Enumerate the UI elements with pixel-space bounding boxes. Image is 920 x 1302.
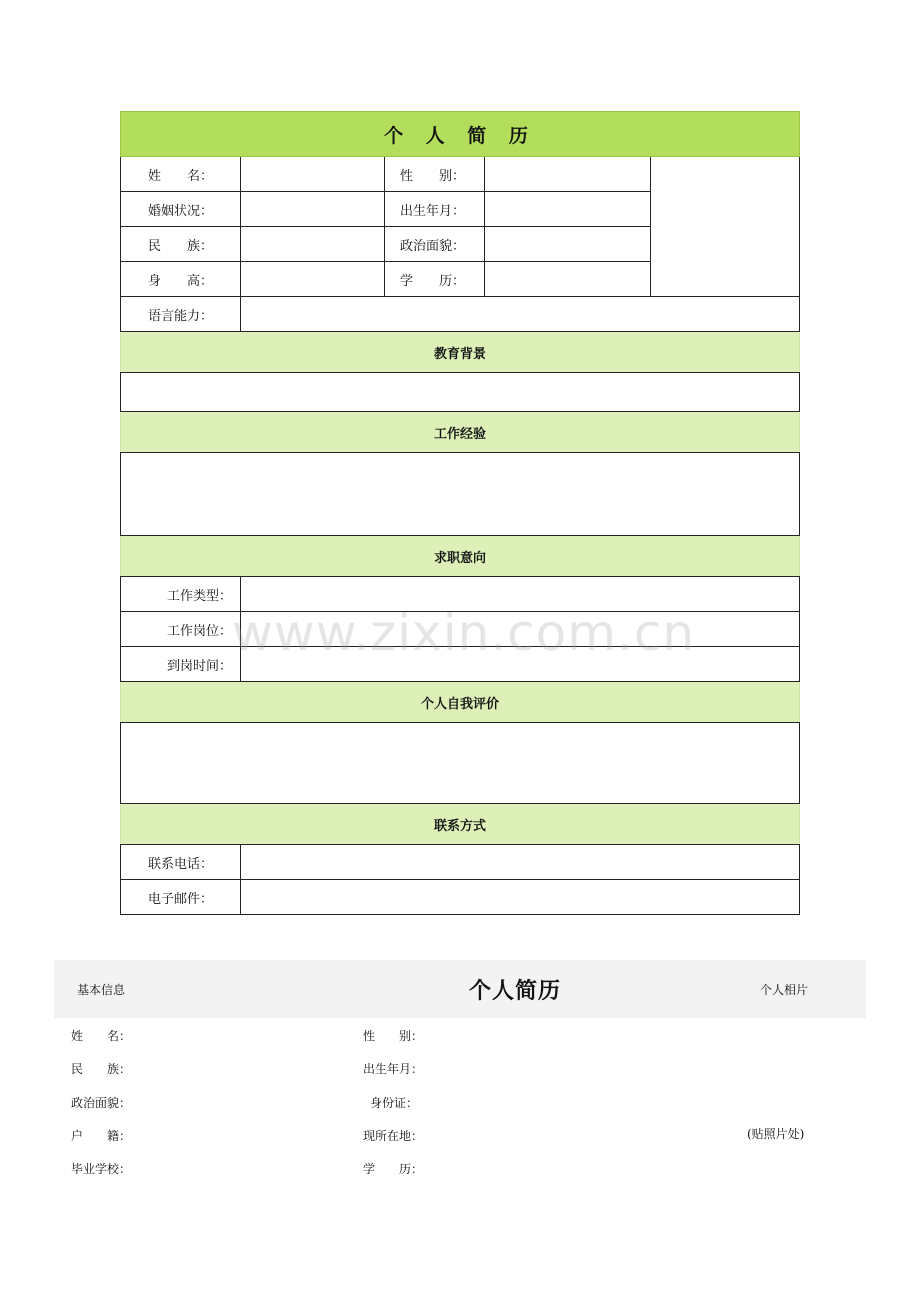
- job-type-value[interactable]: [240, 577, 799, 611]
- birth-value[interactable]: [484, 192, 651, 226]
- job-post-value[interactable]: [240, 612, 799, 646]
- name-label: 姓 名：: [147, 168, 213, 184]
- watermark: www.zixin.com.cn: [232, 604, 696, 662]
- marital-label: 婚姻状况：: [147, 203, 213, 219]
- job-post-label: 工作岗位：: [166, 623, 232, 639]
- resume-table: [120, 111, 800, 915]
- height-label: 身 高：: [147, 273, 213, 289]
- contact-table: [120, 844, 800, 915]
- form2-section-label: 基本信息: [77, 982, 126, 997]
- height-value[interactable]: [240, 262, 384, 296]
- self-eval-content[interactable]: [120, 722, 800, 804]
- section-work: 工作经验: [120, 412, 800, 452]
- form2-gender-label: 性 别：: [363, 1029, 424, 1043]
- form2-residence-label: 现所在地：: [363, 1129, 424, 1143]
- phone-value[interactable]: [240, 845, 799, 879]
- form2-household-label: 户 籍：: [71, 1129, 132, 1143]
- political-value[interactable]: [484, 227, 651, 261]
- start-time-value[interactable]: [240, 647, 799, 681]
- gender-value[interactable]: [484, 157, 651, 191]
- form2-school-label: 毕业学校：: [71, 1162, 132, 1176]
- language-label: 语言能力：: [147, 308, 213, 324]
- phone-label: 联系电话：: [147, 856, 213, 872]
- education-level-value[interactable]: [484, 262, 651, 296]
- education-content[interactable]: [120, 372, 800, 412]
- ethnicity-value[interactable]: [240, 227, 384, 261]
- work-content[interactable]: [120, 452, 800, 536]
- form2-name-label: 姓 名：: [71, 1029, 132, 1043]
- email-label: 电子邮件：: [147, 891, 213, 907]
- job-type-label: 工作类型：: [166, 588, 232, 604]
- form2-ethnicity-label: 民 族：: [71, 1062, 132, 1076]
- email-value[interactable]: [240, 880, 799, 914]
- section-intent: 求职意向: [120, 536, 800, 576]
- language-value[interactable]: [240, 297, 799, 331]
- form2-header: [54, 960, 866, 1018]
- form2-education-level-label: 学 历：: [363, 1162, 424, 1176]
- ethnicity-label: 民 族：: [147, 238, 213, 254]
- intent-table: [120, 576, 800, 682]
- section-self-eval: 个人自我评价: [120, 682, 800, 722]
- political-label: 政治面貌：: [384, 227, 484, 261]
- basic-info-grid: [120, 157, 800, 332]
- form2-birth-label: 出生年月：: [363, 1062, 424, 1076]
- education-level-label: 学 历：: [384, 262, 484, 296]
- section-contact: 联系方式: [120, 804, 800, 844]
- form2-photo-placeholder[interactable]: (贴照片处): [747, 1127, 805, 1141]
- gender-label: 性 别：: [384, 157, 484, 191]
- photo-cell[interactable]: [650, 157, 800, 297]
- section-education: 教育背景: [120, 332, 800, 372]
- form2-title: 个人简历: [468, 977, 561, 1004]
- name-value[interactable]: [240, 157, 384, 191]
- resume-title: 个 人 简 历: [120, 111, 800, 157]
- birth-label: 出生年月：: [384, 192, 484, 226]
- marital-value[interactable]: [240, 192, 384, 226]
- form2-political-label: 政治面貌：: [71, 1096, 132, 1110]
- start-time-label: 到岗时间：: [166, 658, 232, 674]
- form2-id-card-label: 身份证：: [370, 1096, 419, 1110]
- form2-photo-label: 个人相片: [759, 982, 808, 997]
